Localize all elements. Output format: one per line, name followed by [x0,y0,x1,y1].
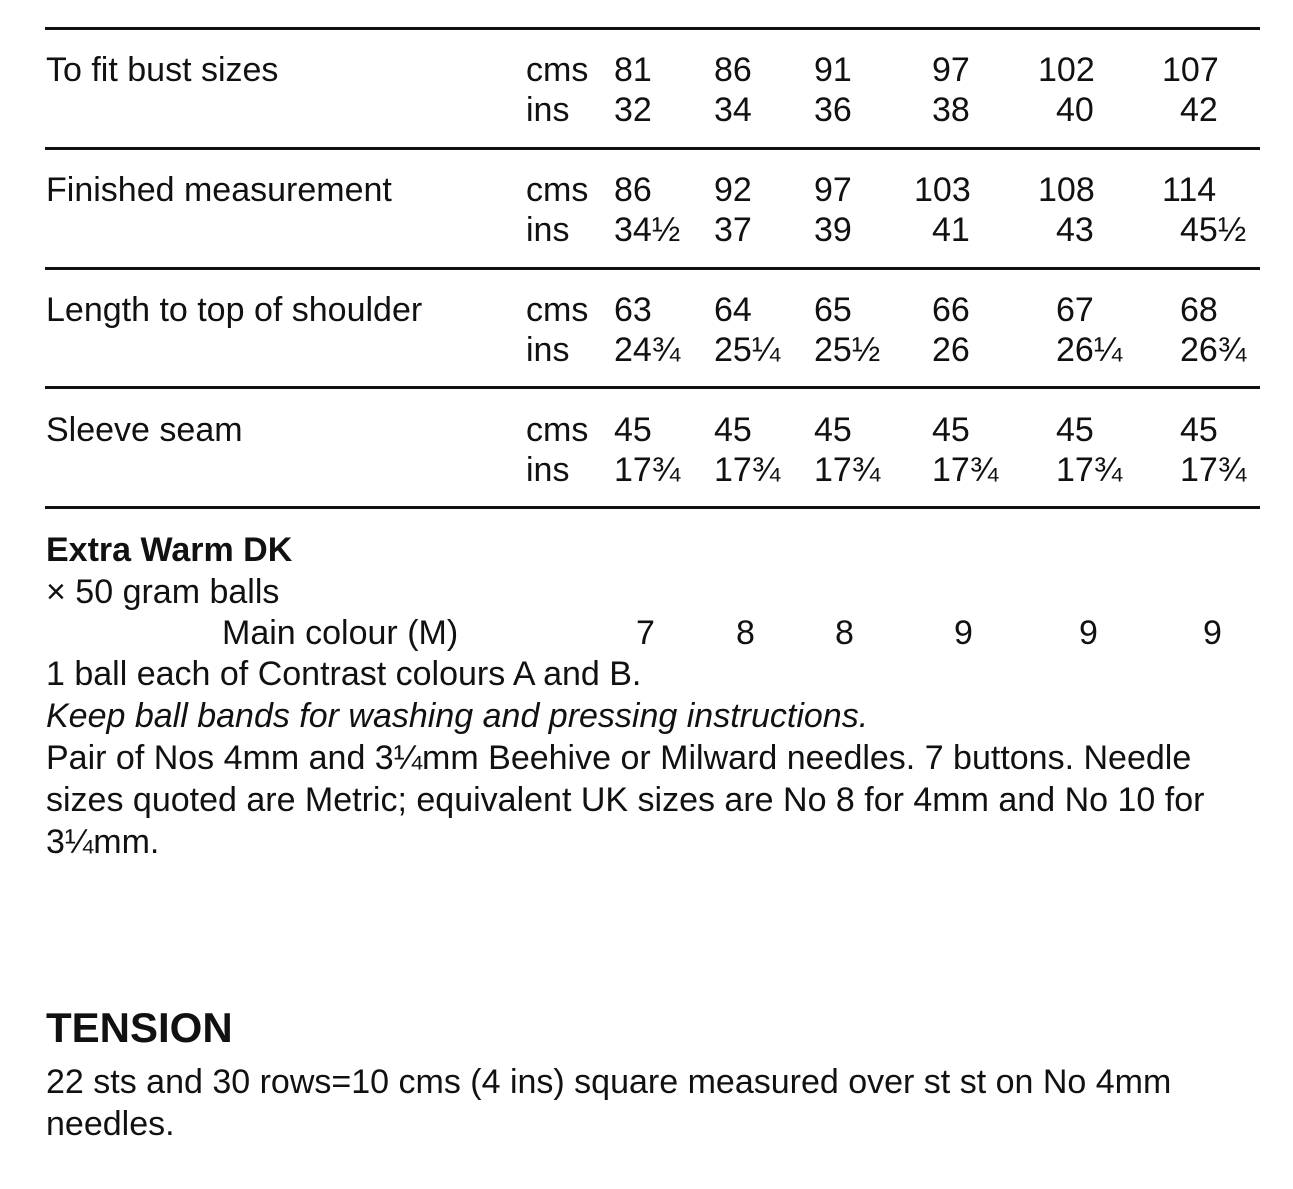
cms-value: 45 [614,411,652,449]
tension-text: 22 sts and 30 rows=10 cms (4 ins) square measured over st st on No 4mm needles. [46,1063,1172,1143]
contrast-colours: 1 ball each of Contrast colours A and B. [46,655,642,693]
ins-value: 37 [714,211,752,249]
main-colour-qty: 9 [954,614,973,652]
ins-value: 38 [932,91,970,129]
cms-value: 67 [1056,291,1094,329]
ins-value: 41 [932,211,970,249]
ball-weight: × 50 gram balls [46,573,280,611]
tension-heading: TENSION [46,1004,233,1051]
unit-cms: cms [526,51,589,89]
main-colour-label: Main colour (M) [222,614,459,652]
cms-value: 91 [814,51,852,89]
row-divider [45,386,1260,389]
ins-value: 26¾ [1180,331,1247,369]
cms-value: 81 [614,51,652,89]
cms-value: 45 [932,411,970,449]
cms-value: 45 [814,411,852,449]
cms-value: 86 [614,171,652,209]
ins-value: 34½ [614,211,681,249]
ins-value: 25½ [814,331,881,369]
ins-value: 17¾ [1056,451,1123,489]
ins-value: 17¾ [932,451,999,489]
cms-value: 86 [714,51,752,89]
unit-ins: ins [526,91,570,129]
ins-value: 36 [814,91,852,129]
cms-value: 114 [1162,171,1217,209]
cms-value: 97 [932,51,970,89]
needles-info: Pair of Nos 4mm and 3¼mm Beehive or Milward needles. 7 buttons. Needle sizes quoted are Metric; equivalent UK sizes are No 8 for 4mm and No 10 for 3¼mm. [46,739,1205,861]
table-top-rule [45,27,1260,30]
ins-value: 43 [1056,211,1094,249]
ins-value: 45½ [1180,211,1247,249]
unit-cms: cms [526,171,589,209]
row-label: Sleeve seam [46,411,243,449]
main-colour-qty: 7 [636,614,655,652]
cms-value: 97 [814,171,852,209]
ins-value: 17¾ [1180,451,1247,489]
ins-value: 42 [1180,91,1218,129]
cms-value: 92 [714,171,752,209]
cms-value: 103 [914,171,971,209]
row-divider [45,267,1260,270]
row-label: Length to top of shoulder [46,291,423,329]
ins-value: 32 [614,91,652,129]
ins-value: 26 [932,331,970,369]
ins-value: 40 [1056,91,1094,129]
cms-value: 68 [1180,291,1218,329]
table-bottom-rule [45,506,1260,509]
main-colour-qty: 9 [1079,614,1098,652]
cms-value: 102 [1038,51,1095,89]
ins-value: 25¼ [714,331,781,369]
cms-value: 45 [714,411,752,449]
cms-value: 107 [1162,51,1219,89]
main-colour-qty: 8 [835,614,854,652]
row-divider [45,147,1260,150]
unit-ins: ins [526,211,570,249]
ball-bands-note: Keep ball bands for washing and pressing instructions. [46,697,869,735]
unit-ins: ins [526,451,570,489]
row-label: To fit bust sizes [46,51,279,89]
cms-value: 45 [1180,411,1218,449]
row-label: Finished measurement [46,171,392,209]
cms-value: 63 [614,291,652,329]
cms-value: 64 [714,291,752,329]
ins-value: 24¾ [614,331,681,369]
main-colour-qty: 8 [736,614,755,652]
cms-value: 66 [932,291,970,329]
unit-ins: ins [526,331,570,369]
ins-value: 39 [814,211,852,249]
ins-value: 17¾ [714,451,781,489]
cms-value: 45 [1056,411,1094,449]
unit-cms: cms [526,411,589,449]
unit-cms: cms [526,291,589,329]
ins-value: 17¾ [814,451,881,489]
yarn-name: Extra Warm DK [46,531,293,569]
cms-value: 65 [814,291,852,329]
cms-value: 108 [1038,171,1095,209]
ins-value: 34 [714,91,752,129]
main-colour-qty: 9 [1203,614,1222,652]
ins-value: 26¼ [1056,331,1123,369]
ins-value: 17¾ [614,451,681,489]
